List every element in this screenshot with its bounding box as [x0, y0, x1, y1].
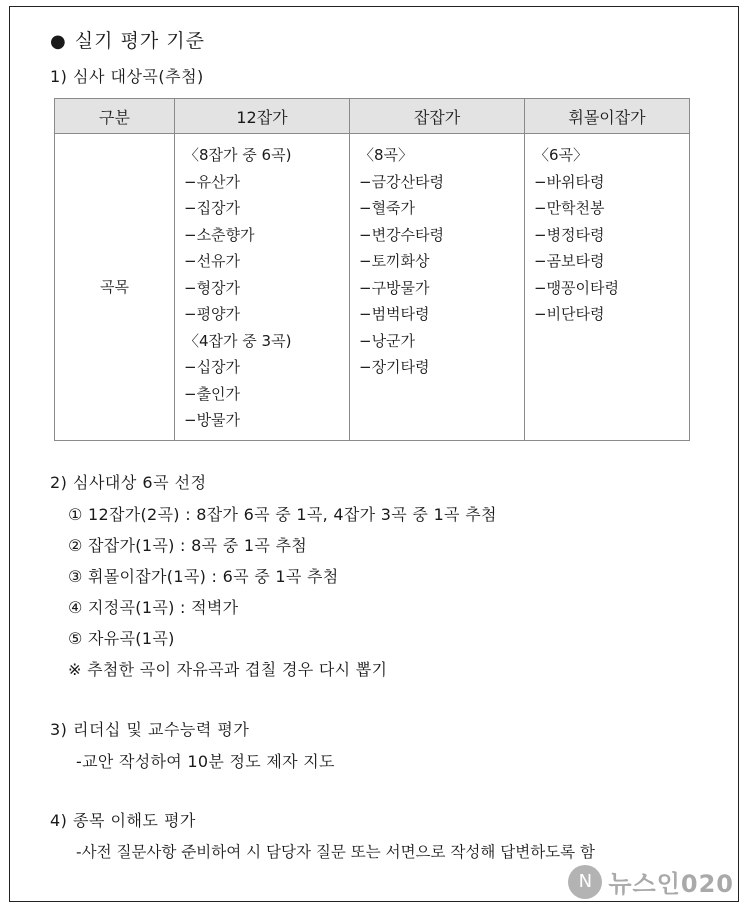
- list-item: 〈6곡〉: [534, 146, 589, 164]
- list-item: −바위타령: [534, 172, 605, 191]
- header-category: 구분: [55, 99, 175, 134]
- list-item: −혈죽가: [359, 199, 416, 217]
- row-label-songs: 곡목: [55, 134, 175, 441]
- watermark-brand: 뉴스인020: [608, 870, 734, 898]
- page-title: [50, 26, 205, 53]
- bullet-icon: ●: [50, 31, 67, 52]
- list-item: −낭군가: [359, 331, 416, 350]
- section2-heading: 2) 심사대상 6곡 선정: [50, 473, 207, 492]
- list-item: −병정타령: [534, 225, 605, 244]
- col-japjapga-list: [350, 134, 525, 441]
- table-row: [55, 134, 690, 441]
- selection-item-2: ② 잡잡가(1곡) : 8곡 중 1곡 추첨: [68, 536, 307, 555]
- header-12japga: 12잡가: [175, 99, 350, 134]
- list-item: −유산가: [184, 172, 241, 191]
- list-item: −출인가: [184, 384, 241, 403]
- table-header-row: [55, 99, 690, 134]
- list-item: −맹꽁이타령: [534, 278, 620, 297]
- header-japjapga: 잡잡가: [350, 99, 525, 134]
- list-item: −토끼화상: [359, 252, 430, 270]
- list-item: −장기타령: [359, 358, 430, 376]
- list-item: −금강산타령: [359, 172, 445, 191]
- header-hwimori-japga: 휘몰이잡가: [525, 99, 690, 134]
- selection-item-1: ① 12잡가(2곡) : 8잡가 6곡 중 1곡, 4잡가 3곡 중 1곡 추첨: [68, 505, 497, 524]
- list-item: −변강수타령: [359, 225, 445, 244]
- songs-table: [54, 98, 690, 441]
- list-item: −곰보타령: [534, 252, 605, 270]
- selection-item-5: ⑤ 자유곡(1곡): [68, 629, 175, 648]
- section4-body: -사전 질문사항 준비하여 시 담당자 질문 또는 서면으로 작성해 답변하도록 함: [76, 843, 596, 861]
- list-item: −집장가: [184, 199, 241, 217]
- title-text: 실기 평가 기준: [74, 30, 205, 52]
- list-item: 〈8곡〉: [359, 146, 414, 164]
- selection-item-4: ④ 지정곡(1곡) : 적벽가: [68, 598, 239, 617]
- list-item: −범벅타령: [359, 305, 430, 323]
- list-item: 〈8잡가 중 6곡): [184, 146, 292, 164]
- brand-logo-icon: N: [568, 865, 602, 899]
- list-item: −구방물가: [359, 278, 430, 297]
- list-item: −평양가: [184, 305, 241, 323]
- col-12japga-list: [175, 134, 350, 441]
- list-item: −방물가: [184, 411, 241, 429]
- section4-heading: 4) 종목 이해도 평가: [50, 811, 196, 830]
- section1-heading: 1) 심사 대상곡(추첨): [50, 67, 204, 86]
- section3-body: -교안 작성하여 10분 정도 제자 지도: [76, 752, 335, 771]
- list-item: −십장가: [184, 358, 241, 376]
- list-item: −비단타령: [534, 305, 605, 323]
- list-item: −선유가: [184, 252, 241, 270]
- list-item: 〈4잡가 중 3곡): [184, 331, 292, 350]
- watermark-logo: [568, 864, 734, 899]
- list-item: −형장가: [184, 278, 241, 297]
- list-item: −소춘향가: [184, 225, 255, 244]
- selection-note: ※ 추첨한 곡이 자유곡과 겹칠 경우 다시 뽑기: [68, 660, 388, 679]
- col-hwimori-list: [525, 134, 690, 441]
- list-item: −만학천봉: [534, 199, 605, 217]
- selection-item-3: ③ 휘몰이잡가(1곡) : 6곡 중 1곡 추첨: [68, 567, 339, 586]
- section3-heading: 3) 리더십 및 교수능력 평가: [50, 720, 250, 739]
